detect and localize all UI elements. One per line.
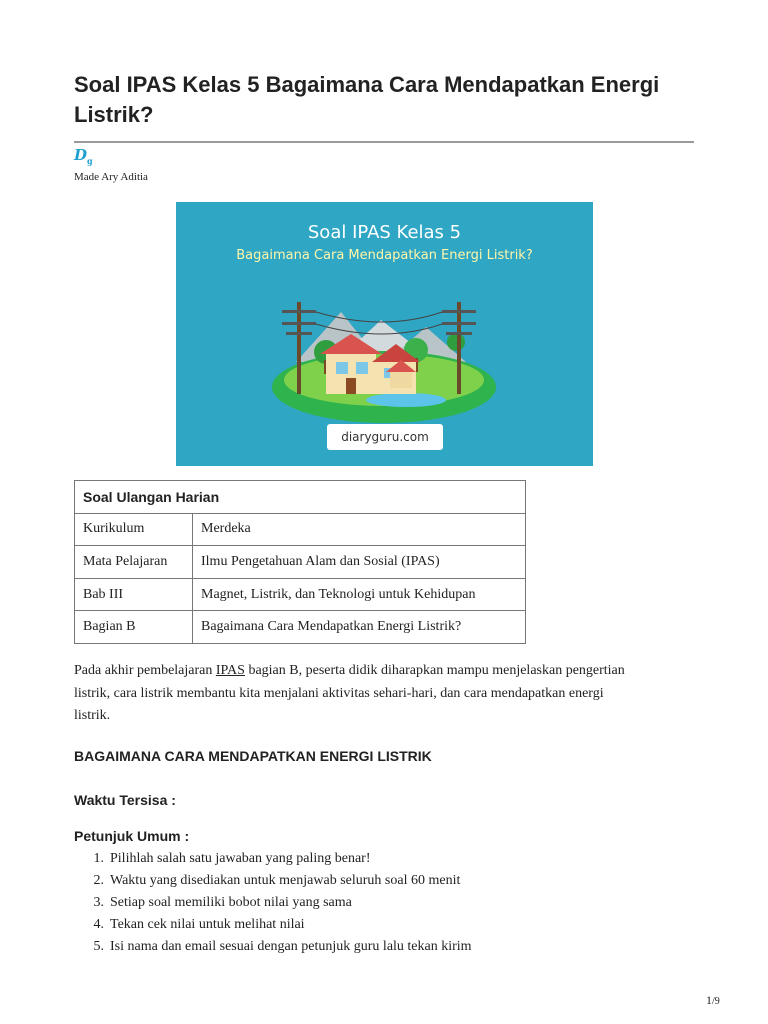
hero-site-badge: diaryguru.com <box>327 424 443 450</box>
author-name[interactable]: Made Ary Aditia <box>74 171 148 183</box>
table-cell-value: Magnet, Listrik, dan Teknologi untuk Kehidupan <box>193 578 526 611</box>
table-cell-key: Kurikulum <box>75 513 193 546</box>
table-header-row <box>75 481 526 514</box>
site-logo-icon[interactable]: $D_g$ <box>74 146 93 166</box>
time-remaining-label: Waktu Tersisa : <box>74 792 176 808</box>
info-table <box>74 480 526 644</box>
table-cell-key: Bagian B <box>75 611 193 644</box>
table-row <box>75 546 526 579</box>
title-divider <box>74 141 694 143</box>
table-cell-value: Bagaimana Cara Mendapatkan Energi Listrik? <box>193 611 526 644</box>
page-indicator: 1/9 <box>706 993 720 1007</box>
table-row <box>75 578 526 611</box>
article-title: Soal IPAS Kelas 5 Bagaimana Cara Mendapatkan Energi Listrik? <box>74 72 660 127</box>
table-cell-value: Merdeka <box>193 513 526 546</box>
list-item: 2. Waktu yang disediakan untuk menjawab seluruh soal 60 menit <box>93 873 461 888</box>
table-row <box>75 611 526 644</box>
hero-subtitle: Bagaimana Cara Mendapatkan Energi Listrik? <box>236 248 533 263</box>
list-item: 5. Isi nama dan email sesuai dengan petunjuk guru lalu tekan kirim <box>93 939 472 954</box>
section-heading: BAGAIMANA CARA MENDAPATKAN ENERGI LISTRIK <box>74 748 432 764</box>
list-item: 1. Pilihlah salah satu jawaban yang paling benar! <box>93 851 371 866</box>
table-cell-key: Mata Pelajaran <box>75 546 193 579</box>
list-item: 4. Tekan cek nilai untuk melihat nilai <box>93 917 305 932</box>
hero-image <box>176 202 593 466</box>
ipas-link[interactable]: IPAS <box>215 663 245 678</box>
intro-paragraph: Pada akhir pembelajaran IPAS bagian B, peserta didik diharapkan mampu menjelaskan pengertian listrik, cara listrik membantu kita menjalani aktivitas sehari-hari, dan cara mendapatkan energi listrik. <box>74 663 625 723</box>
table-cell-key: Bab III <box>75 578 193 611</box>
instructions-list <box>74 848 594 958</box>
table-cell-value: Ilmu Pengetahuan Alam dan Sosial (IPAS) <box>193 546 526 579</box>
hero-title: Soal IPAS Kelas 5 <box>307 222 462 243</box>
list-item: 3. Setiap soal memiliki bobot nilai yang sama <box>93 895 352 910</box>
instructions-heading: Petunjuk Umum : <box>74 828 190 844</box>
table-header: Soal Ulangan Harian <box>75 481 526 514</box>
table-row <box>75 513 526 546</box>
